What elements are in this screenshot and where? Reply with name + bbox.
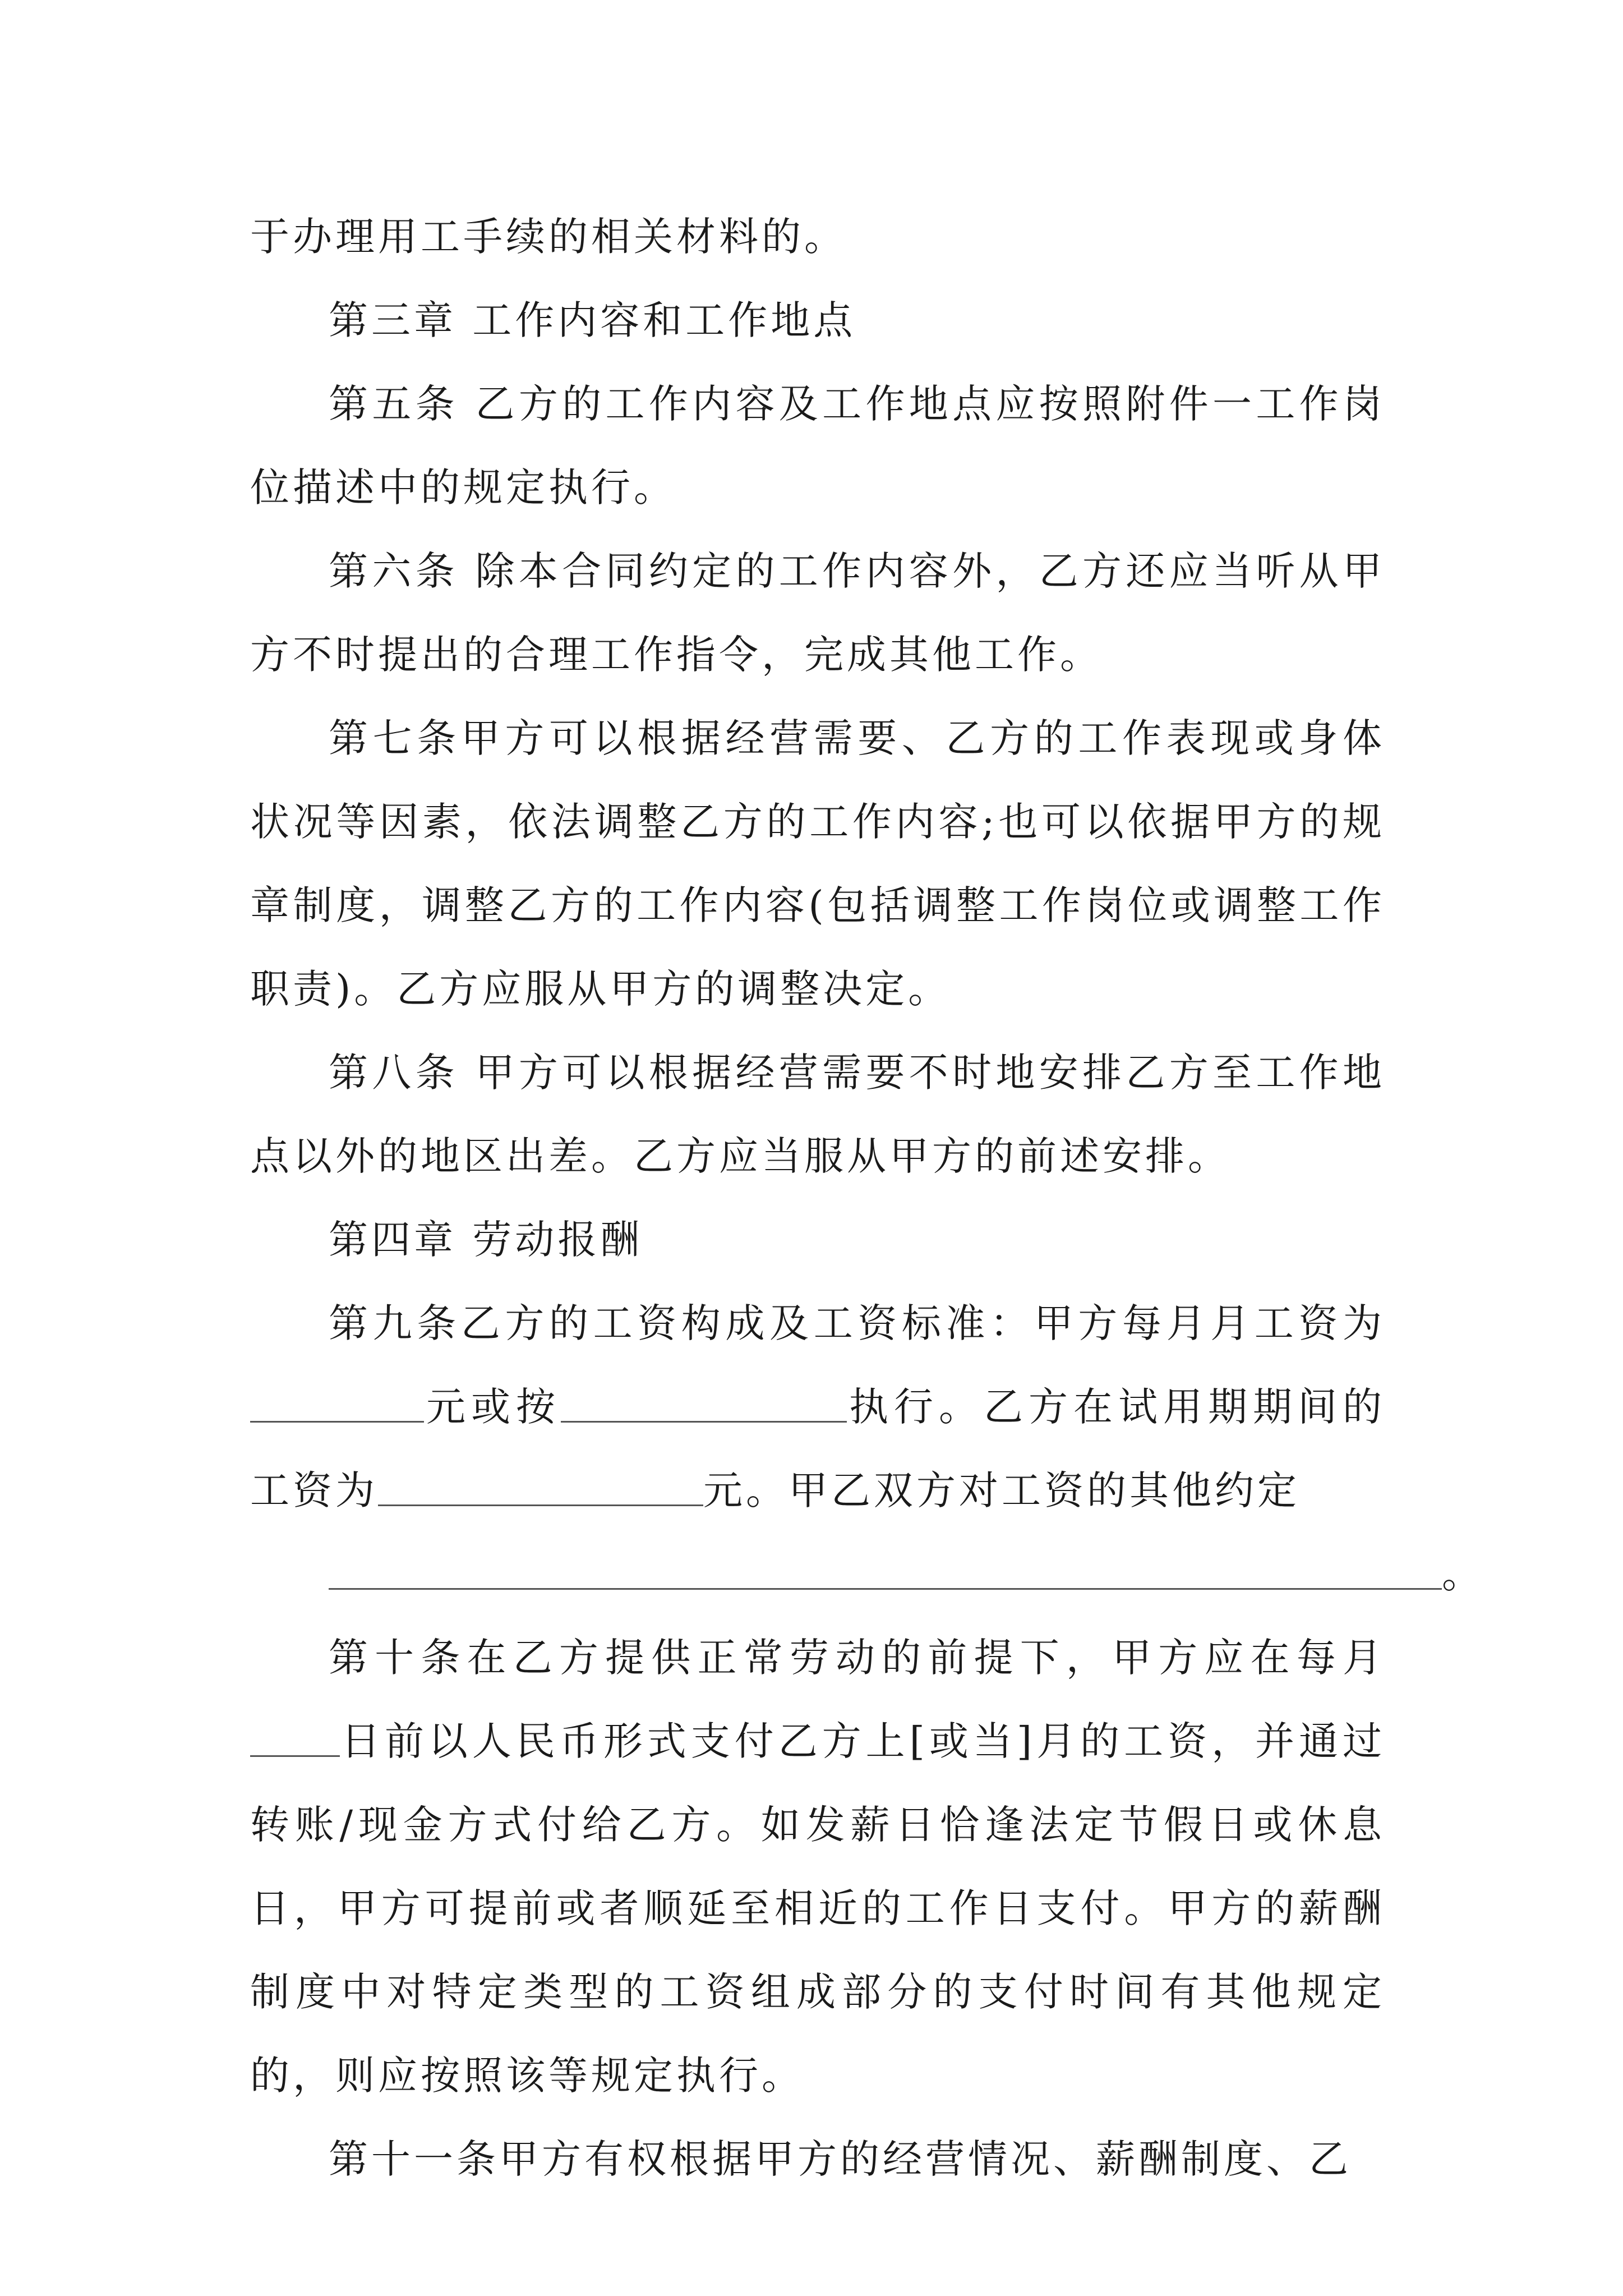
article-8: 第八条 甲方可以根据经营需要不时地安排乙方至工作地点以外的地区出差。乙方应当服从甲方的前述安排。 [250, 1050, 1385, 1179]
article-11: 第十一条甲方有权根据甲方的经营情况、薪酬制度、乙 [329, 2136, 1352, 2182]
article-9-text-d: 元。甲乙双方对工资的其他约定 [703, 1467, 1300, 1513]
other-agreement-line [250, 1533, 1484, 1616]
paragraph-continuation: 于办理用工手续的相关材料的。 [250, 214, 847, 260]
article-10-text-a: 第十条在乙方提供正常劳动的前提下，甲方应在每月 [329, 1635, 1385, 1681]
other-agreement-blank [329, 1549, 1442, 1590]
article-9-text-a: 第九条乙方的工资构成及工资标准：甲方每月月工资为 [329, 1300, 1385, 1346]
probation-salary-blank [378, 1465, 703, 1506]
article-10 [250, 1616, 1385, 2118]
pay-day-blank [250, 1716, 340, 1757]
chapter-3-heading: 第三章 工作内容和工作地点 [329, 297, 856, 343]
article-9-text-c: 执行。乙方在试用期期间的工资为 [250, 1384, 1385, 1513]
article-10-text-b: 日前以人民币形式支付乙方上[或当]月的工资，并通过转账/现金方式付给乙方。如发薪日恰逢法定节假日或休息日，甲方可提前或者顺延至相近的工作日支付。甲方的薪酬制度中对特定类型的工资组成部分的支付时间有其他规定的，则应按照该等规定执行。 [250, 1718, 1385, 2099]
salary-standard-blank [561, 1382, 847, 1423]
article-9 [250, 1282, 1484, 1616]
article-9-text-b: 元或按 [424, 1384, 561, 1430]
monthly-salary-blank [250, 1382, 424, 1423]
article-6: 第六条 除本合同约定的工作内容外，乙方还应当听从甲方不时提出的合理工作指令，完成其他工作。 [250, 548, 1385, 678]
article-7: 第七条甲方可以根据经营需要、乙方的工作表现或身体状况等因素，依法调整乙方的工作内容;也可以依据甲方的规章制度，调整乙方的工作内容(包括调整工作岗位或调整工作职责)。乙方应服从甲方的调整决定。 [250, 715, 1385, 1012]
chapter-4-heading: 第四章 劳动报酬 [329, 1217, 643, 1263]
contract-text [250, 195, 1484, 2201]
article-9-text-e: 。 [1442, 1551, 1484, 1597]
article-5: 第五条 乙方的工作内容及工作地点应按照附件一工作岗位描述中的规定执行。 [250, 381, 1385, 510]
